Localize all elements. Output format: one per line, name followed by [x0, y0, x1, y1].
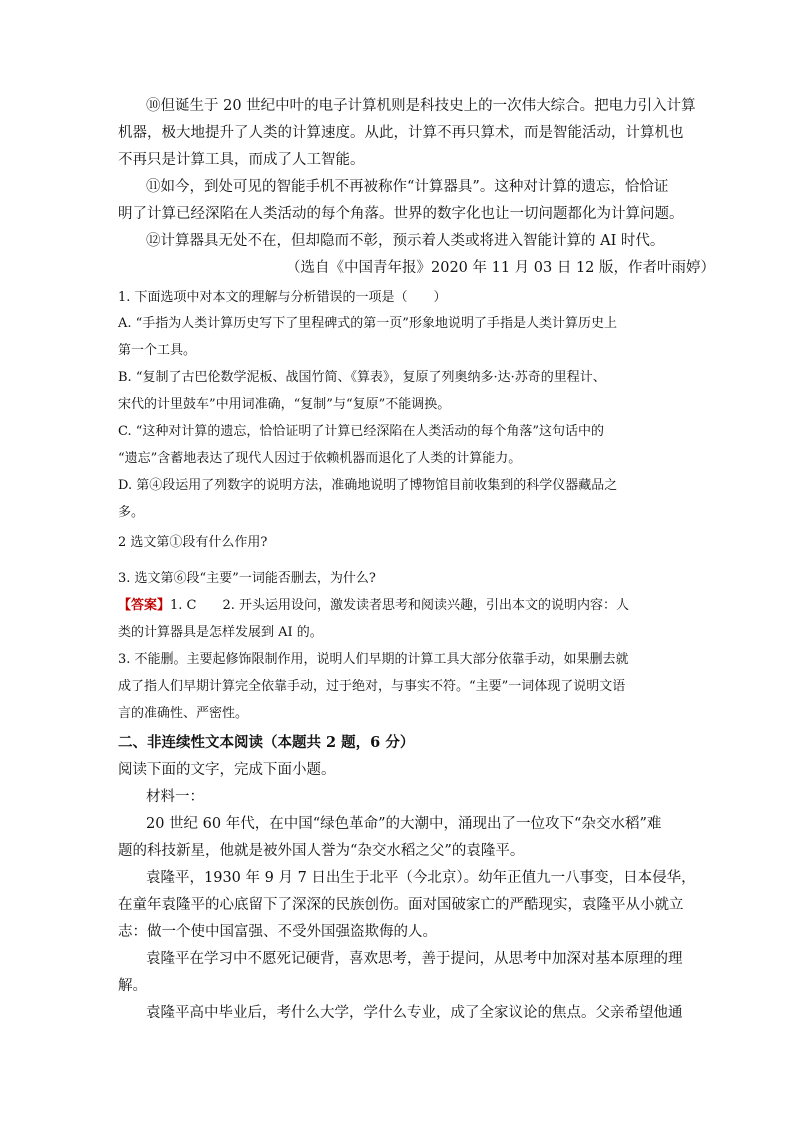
paragraph-10-line-3: 不再只是计算工具，而成了人工智能。: [118, 152, 365, 168]
material-para-3-line-2: 解。: [118, 978, 147, 994]
paragraph-10-line-2: 机器，极大地提升了人类的计算速度。从此，计算不再只算术，而是智能活动，计算机也: [118, 125, 684, 141]
question-1: 1. 下面选项中对本文的理解与分析错误的一项是（ ）: [118, 290, 447, 305]
section-2-instruction: 阅读下面的文字，完成下面小题。: [118, 762, 336, 778]
paragraph-12: ⑫计算器具无处不在，但却隐而不彰，预示着人类或将进入智能计算的 AI 时代。: [146, 233, 665, 249]
material-para-2-line-3: 志：做一个使中国富强、不受外国强盗欺侮的人。: [118, 924, 437, 940]
material-1-label: 材料一：: [146, 789, 204, 805]
option-c-line-2: “遗忘”含蓄地表达了现代人因过于依赖机器而退化了人类的计算能力。: [118, 451, 522, 466]
source-citation: （选自《中国青年报》2020 年 11 月 03 日 12 版，作者叶雨婷）: [286, 260, 716, 276]
section-2-heading: 二、非连续性文本阅读（本题共 2 题，6 分）: [118, 734, 415, 751]
material-para-1-line-1: 20 世纪 60 年代，在中国“绿色革命”的大潮中，涌现出了一位攻下“杂交水稻”难: [146, 816, 662, 832]
option-d-line-2: 多。: [118, 505, 145, 520]
material-para-4-line-1: 袁隆平高中毕业后，考什么大学，学什么专业，成了全家议论的焦点。父亲希望他通: [146, 1005, 683, 1021]
answer-line-2: 类的计算器具是怎样发展到 AI 的。: [118, 625, 323, 640]
option-d-line-1: D. 第④段运用了列数字的说明方法，准确地说明了博物馆目前收集到的科学仪器藏品之: [118, 478, 618, 493]
material-para-3-line-1: 袁隆平在学习中不愿死记硬背，喜欢思考，善于提问，从思考中加深对基本原理的理: [146, 951, 683, 967]
question-3: 3. 选文第⑥段“主要”一词能否删去，为什么?: [118, 571, 376, 586]
answer-tag: 【答案】: [118, 598, 171, 613]
answer-line-1-text: 1. C 2. 开头运用设问，激发读者思考和阅读兴趣，引出本文的说明内容：人: [170, 598, 630, 613]
material-para-2-line-2: 在童年袁隆平的心底留下了深深的民族创伤。面对国破家亡的严酷现实，袁隆平从小就立: [118, 897, 684, 913]
paragraph-11-line-2: 明了计算已经深陷在人类活动的每个角落。世界的数字化也让一切问题都化为计算问题。: [118, 206, 684, 222]
paragraph-10-line-1: ⑩但诞生于 20 世纪中叶的电子计算机则是科技史上的一次伟大综合。把电力引入计算: [146, 98, 696, 114]
question-2: 2 选文第①段有什么作用?: [118, 535, 268, 550]
answer-line-4: 成了指人们早期计算完全依靠手动，过于绝对，与事实不符。“主要”一词体现了说明文语: [118, 679, 626, 694]
answer-line-3: 3. 不能删。主要起修饰限制作用，说明人们早期的计算工具大部分依靠手动，如果删去就: [118, 652, 629, 667]
option-a-line-2: 第一个工具。: [118, 343, 197, 358]
material-para-2-line-1: 袁隆平，1930 年 9 月 7 日出生于北平（今北京）。幼年正值九一八事变，日本侵华，: [146, 870, 696, 886]
paragraph-11-line-1: ⑪如今，到处可见的智能手机不再被称作“计算器具”。这种对计算的遗忘，恰恰证: [146, 179, 669, 195]
answer-line-1: [118, 596, 678, 616]
option-b-line-2: 宋代的计里鼓车”中用词准确，“复制”与“复原”不能调换。: [118, 397, 451, 412]
material-para-1-line-2: 题的科技新星，他就是被外国人誉为“杂交水稻之父”的袁隆平。: [118, 843, 525, 859]
option-c-line-1: C. “这种对计算的遗忘，恰恰证明了计算已经深陷在人类活动的每个角落”这句话中的: [118, 424, 605, 439]
option-b-line-1: B. “复制了古巴伦数学泥板、战国竹简、《算表》，复原了列奥纳多·达·苏奇的里程计、: [118, 370, 606, 385]
option-a-line-1: A. “手指为人类计算历史写下了里程碑式的第一页”形象地说明了手指是人类计算历史上: [118, 316, 617, 331]
answer-line-5: 言的准确性、严密性。: [118, 706, 249, 721]
